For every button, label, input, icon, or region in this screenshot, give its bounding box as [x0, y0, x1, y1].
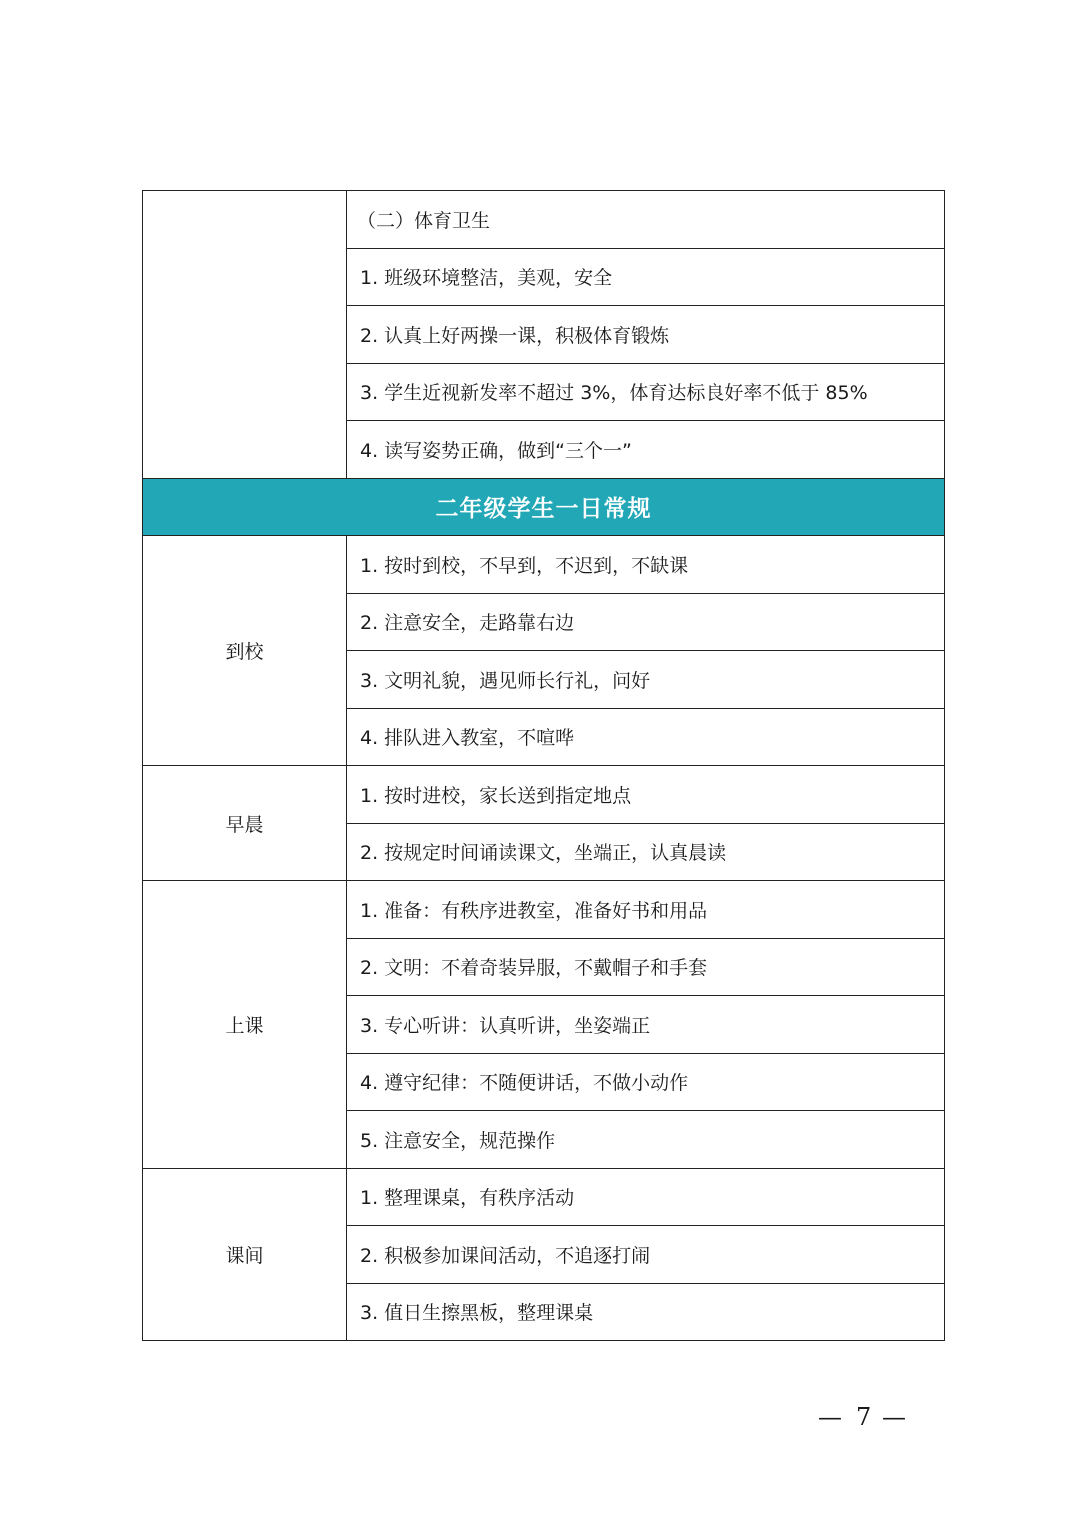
rule-item: 1. 班级环境整洁，美观，安全 — [347, 248, 945, 306]
table-row — [143, 536, 945, 594]
rule-item: 3. 专心听讲：认真听讲，坐姿端正 — [347, 996, 945, 1054]
rule-item: 3. 值日生擦黑板，整理课桌 — [347, 1283, 945, 1341]
table-row — [143, 881, 945, 939]
rule-item: 1. 按时进校，家长送到指定地点 — [347, 766, 945, 824]
category-cell: 到校 — [143, 536, 347, 766]
rule-item: 3. 文明礼貌，遇见师长行礼，问好 — [347, 651, 945, 709]
page-number-value: 7 — [856, 1403, 872, 1431]
rule-item: 4. 遵守纪律：不随便讲话，不做小动作 — [347, 1053, 945, 1111]
rule-item: 2. 按规定时间诵读课文，坐端正，认真晨读 — [347, 823, 945, 881]
category-cell: 课间 — [143, 1168, 347, 1341]
rule-item: 5. 注意安全，规范操作 — [347, 1111, 945, 1169]
table-row — [143, 766, 945, 824]
page-number-dash-right: — — [882, 1403, 906, 1431]
rule-item: 3. 学生近视新发率不超过 3%，体育达标良好率不低于 85% — [347, 363, 945, 421]
section-subtitle: （二）体育卫生 — [347, 191, 945, 249]
table-row — [143, 1168, 945, 1226]
page-number-dash-left: — — [818, 1403, 842, 1431]
rule-item: 1. 按时到校，不早到，不迟到，不缺课 — [347, 536, 945, 594]
category-cell: 早晨 — [143, 766, 347, 881]
rule-item: 2. 积极参加课间活动，不追逐打闹 — [347, 1226, 945, 1284]
rule-item: 1. 准备：有秩序进教室，准备好书和用品 — [347, 881, 945, 939]
category-cell: 上课 — [143, 881, 347, 1169]
table-row — [143, 191, 945, 249]
empty-category-cell — [143, 191, 347, 479]
regulations-table — [142, 190, 945, 1341]
rule-item: 4. 读写姿势正确，做到“三个一” — [347, 421, 945, 479]
section-banner: 二年级学生一日常规 — [143, 478, 945, 536]
table-row — [143, 478, 945, 536]
rule-item: 4. 排队进入教室，不喧哗 — [347, 708, 945, 766]
rule-item: 2. 注意安全，走路靠右边 — [347, 593, 945, 651]
rule-item: 2. 文明：不着奇装异服，不戴帽子和手套 — [347, 938, 945, 996]
rule-item: 1. 整理课桌，有秩序活动 — [347, 1168, 945, 1226]
rule-item: 2. 认真上好两操一课，积极体育锻炼 — [347, 306, 945, 364]
